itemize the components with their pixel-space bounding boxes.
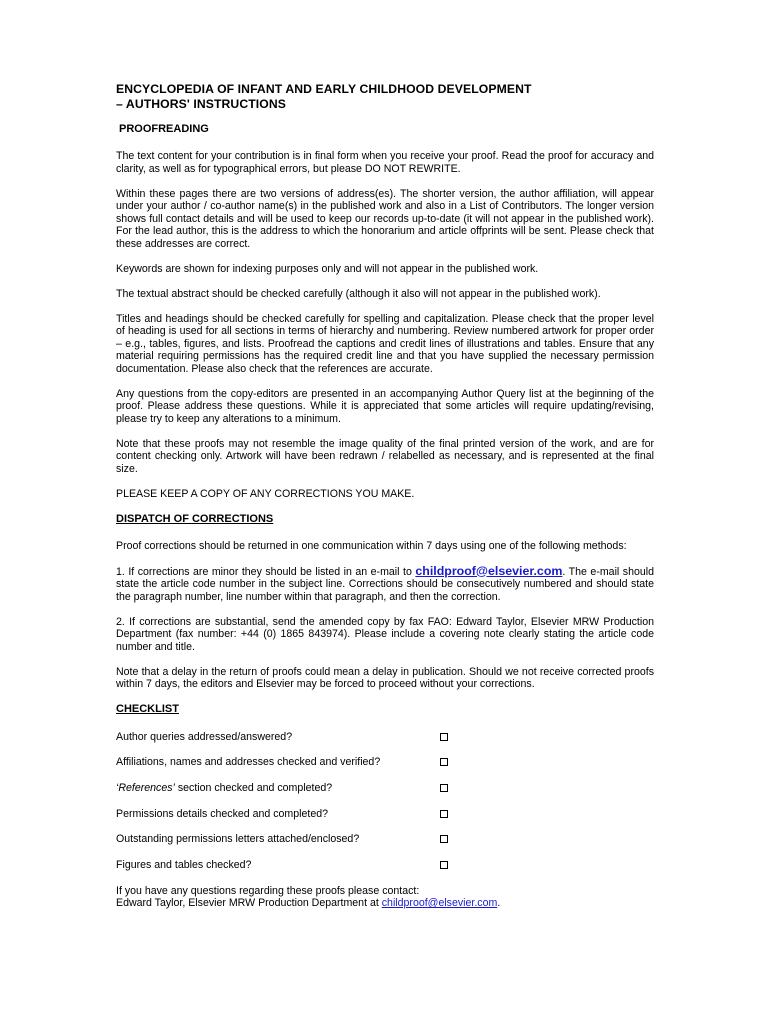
title-line-1: ENCYCLOPEDIA OF INFANT AND EARLY CHILDHOOD DEVELOPMENT (116, 82, 532, 96)
checklist-item (116, 801, 654, 827)
dispatch-item-2: 2. If corrections are substantial, send the amended copy by fax FAO: Edward Taylor, Elsevier MRW Production Department (fax number: +44 (0) 1865 843974). Please include a covering note clearly stating the article code number and title. (116, 615, 654, 653)
checklist-item (116, 775, 654, 801)
checkbox[interactable] (440, 861, 448, 869)
checklist-item (116, 724, 654, 750)
proofreading-paragraph-5: Titles and headings should be checked carefully for spelling and capitalization. Please check that the proper level of heading is used for all sections in terms of hierarchy and numbering. Review numbered artwork for proper order – e.g., tables, figures, and lists. Proofread the captions and credit lines of illustrations and tables. Ensure that any material requiring permissions has the required credit line and that you have supplied the necessary permission documentation. Please also check that the references are accurate. (116, 312, 654, 375)
proofreading-paragraph-6: Any questions from the copy-editors are presented in an accompanying Author Query list at the beginning of the proof. Please address these questions. While it is appreciated that some articles will require updating/revising, please try to keep any alterations to a minimum. (116, 387, 654, 425)
checklist (116, 724, 654, 878)
checkbox[interactable] (440, 835, 448, 843)
dispatch-item-1 (116, 565, 654, 604)
proofreading-paragraph-4: The textual abstract should be checked carefully (although it also will not appear in the published work). (116, 287, 601, 300)
checklist-item (116, 852, 654, 878)
checkbox[interactable] (440, 810, 448, 818)
checklist-item (116, 826, 654, 852)
email-link[interactable]: childproof@elsevier.com (415, 563, 563, 578)
contact-email-link[interactable]: childproof@elsevier.com (381, 897, 498, 910)
dispatch-item-1-before: 1. If corrections are minor they should be listed in an e-mail to (116, 565, 416, 578)
checklist-item-label: Figures and tables checked? (116, 858, 252, 871)
checklist-heading: CHECKLIST (116, 703, 179, 715)
dispatch-item-1-after: . The e-mail should state the article code number in the subject line. Corrections should be consecutively numbered and should state the paragraph number, line number within that paragraph, and then the correction. (116, 565, 655, 603)
contact-line-2 (116, 897, 654, 910)
proofreading-heading: PROOFREADING (119, 123, 209, 135)
checklist-item-label: Outstanding permissions letters attached/enclosed? (116, 833, 360, 846)
keep-copy-notice: PLEASE KEEP A COPY OF ANY CORRECTIONS YOU MAKE. (116, 487, 415, 500)
proofreading-paragraph-1: The text content for your contribution is in final form when you receive your proof. Read the proof for accuracy and clarity, as well as for typographical errors, but please DO NOT REWRITE. (116, 150, 654, 175)
checklist-item-label: Author queries addressed/answered? (116, 730, 293, 743)
references-term: ‘References’ (116, 781, 175, 794)
checklist-item (116, 750, 654, 776)
document-title (116, 82, 654, 111)
contact-line-1: If you have any questions regarding these proofs please contact: (116, 884, 420, 897)
checklist-item-label: Permissions details checked and completed? (116, 807, 328, 820)
contact-line-2-after: . (497, 897, 501, 910)
checklist-item-label (116, 782, 440, 794)
document-page (116, 82, 654, 910)
proofreading-paragraph-3: Keywords are shown for indexing purposes only and will not appear in the published work. (116, 262, 539, 275)
checkbox[interactable] (440, 784, 448, 792)
checklist-item-label: Affiliations, names and addresses checked and verified? (116, 756, 381, 769)
dispatch-note: Note that a delay in the return of proofs could mean a delay in publication. Should we not receive corrected proofs within 7 days, the editors and Elsevier may be forced to proceed without your corrections. (116, 665, 654, 690)
dispatch-intro: Proof corrections should be returned in one communication within 7 days using one of the following methods: (116, 539, 627, 552)
contact-line-2-before: Edward Taylor, Elsevier MRW Production Department at (116, 897, 382, 910)
checkbox[interactable] (440, 733, 448, 741)
dispatch-heading: DISPATCH OF CORRECTIONS (116, 512, 274, 525)
proofreading-paragraph-7: Note that these proofs may not resemble the image quality of the final printed version of the work, and are for content checking only. Artwork will have been redrawn / relabelled as necessary, and is represented at the final size. (116, 437, 654, 475)
proofreading-paragraph-2: Within these pages there are two versions of address(es). The shorter version, the author affiliation, will appear under your author / co-author name(s) in the published work and also in a List of Contributors. The longer version shows full contact details and will be used to keep our records up-to-date (it will not appear in the published work). For the lead author, this is the address to which the honorarium and article offprints will be sent. Please check that these addresses are correct. (116, 187, 654, 250)
references-rest: section checked and completed? (177, 781, 333, 794)
checkbox[interactable] (440, 758, 448, 766)
title-line-2: – AUTHORS' INSTRUCTIONS (116, 96, 286, 111)
